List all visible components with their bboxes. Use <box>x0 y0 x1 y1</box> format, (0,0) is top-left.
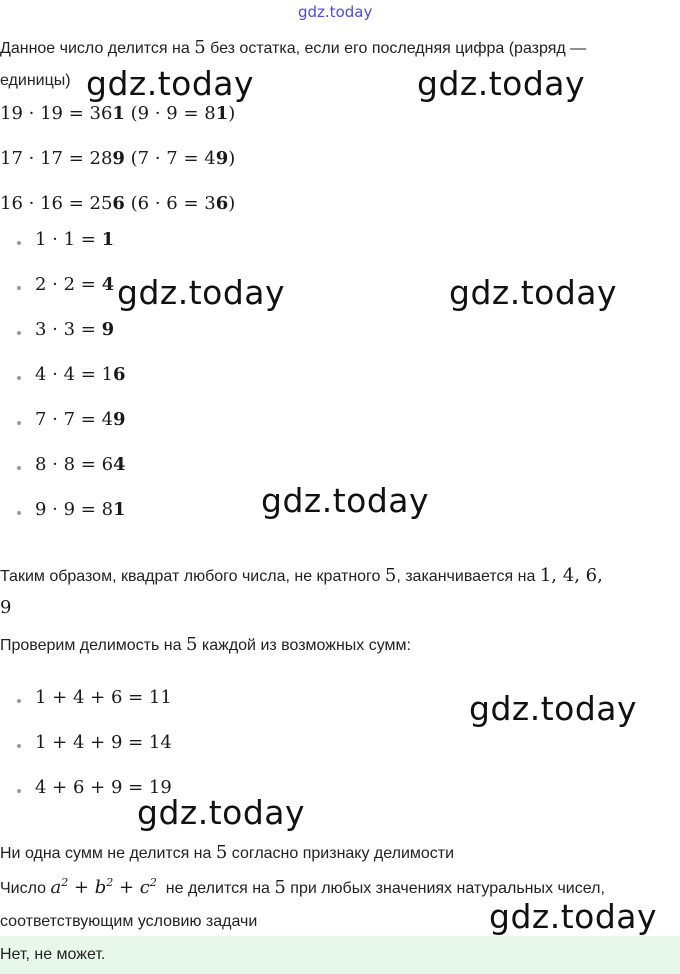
final-number: 5 <box>274 877 286 898</box>
example-3-paren-last: 6 <box>215 193 229 214</box>
final-line-1 <box>0 876 605 898</box>
example-2 <box>0 148 235 169</box>
watermark: gdz.today <box>137 793 306 832</box>
var-a: a <box>50 877 62 898</box>
plus-1: + <box>68 877 95 898</box>
intro-line-1 <box>0 37 586 58</box>
square-item <box>35 229 114 250</box>
sum-item: 4 + 6 + 9 = 19 <box>35 777 172 798</box>
intro-text-2: без остатка, если его последняя цифра (разряд — <box>205 40 587 57</box>
square-item <box>35 319 114 340</box>
watermark-top: gdz.today <box>298 3 373 21</box>
check-text-2: каждой из возможных сумм: <box>197 637 411 654</box>
square-item <box>35 274 114 295</box>
check-text-1: Проверим делимость на <box>0 637 186 654</box>
square-expr: 8 · 8 = 6 <box>35 454 114 475</box>
square-expr: 2 · 2 = <box>35 274 102 295</box>
square-last-digit: 6 <box>113 364 126 385</box>
square-last-digit: 1 <box>101 229 115 250</box>
watermark: gdz.today <box>449 273 618 312</box>
square-last-digit: 4 <box>113 454 126 475</box>
final-line-2: соответствующим условию задачи <box>0 913 258 930</box>
example-3-lhs: 16 · 16 = 25 <box>0 193 113 214</box>
watermark: gdz.today <box>261 481 430 520</box>
exp-b: 2 <box>106 876 114 889</box>
square-expr: 9 · 9 = 8 <box>35 499 114 520</box>
example-2-paren-close: ) <box>228 148 236 169</box>
exp-c: 2 <box>149 876 157 889</box>
watermark: gdz.today <box>489 897 658 936</box>
square-expr: 7 · 7 = 4 <box>35 409 114 430</box>
square-last-digit: 1 <box>113 499 126 520</box>
example-1-paren-last: 1 <box>215 103 229 124</box>
square-last-digit: 4 <box>101 274 115 295</box>
example-1-last-digit: 1 <box>112 103 125 124</box>
conclusion-text-1: Таким образом, квадрат любого числа, не кратного <box>0 568 385 585</box>
bullet-dot <box>17 241 21 245</box>
square-item <box>35 454 126 475</box>
bullet-dot <box>17 331 21 335</box>
conclusion-text-2: , заканчивается на <box>396 568 540 585</box>
bullet-dot <box>17 286 21 290</box>
square-expr: 1 · 1 = <box>35 229 102 250</box>
var-b: b <box>94 877 107 898</box>
example-2-lhs: 17 · 17 = 28 <box>0 148 113 169</box>
intro-line-2: единицы) <box>0 72 71 89</box>
answer-text: Нет, не может. <box>0 946 106 963</box>
conclusion-line-1 <box>0 565 603 586</box>
square-item <box>35 364 126 385</box>
intro-text-1: Данное число делится на <box>0 40 195 57</box>
formula <box>50 877 156 898</box>
conclusion-line-2: 9 <box>0 597 12 618</box>
square-item <box>35 499 126 520</box>
none-number: 5 <box>215 842 228 863</box>
watermark: gdz.today <box>86 64 255 103</box>
bullet-dot <box>17 376 21 380</box>
final-text-3: при любых значениях натуральных чисел, <box>285 880 605 897</box>
watermark: gdz.today <box>117 273 286 312</box>
watermark: gdz.today <box>417 64 586 103</box>
final-text-1: Число <box>0 880 51 897</box>
example-1-paren: (9 · 9 = 8 <box>124 103 216 124</box>
none-text-1: Ни одна сумм не делится на <box>0 845 216 862</box>
bullet-dot <box>17 421 21 425</box>
sum-item: 1 + 4 + 9 = 14 <box>35 732 172 753</box>
square-last-digit: 9 <box>113 409 126 430</box>
none-line <box>0 842 454 863</box>
example-2-paren-last: 9 <box>215 148 229 169</box>
example-1-paren-close: ) <box>228 103 236 124</box>
check-line <box>0 634 411 655</box>
example-3-paren-close: ) <box>228 193 236 214</box>
check-number: 5 <box>185 634 198 655</box>
example-3 <box>0 193 235 214</box>
answer-box <box>0 936 680 974</box>
bullet-dot <box>17 789 21 793</box>
bullet-dot <box>17 466 21 470</box>
example-1 <box>0 103 235 124</box>
example-1-lhs: 19 · 19 = 36 <box>0 103 113 124</box>
plus-2: + <box>113 877 140 898</box>
example-3-last-digit: 6 <box>112 193 125 214</box>
none-text-2: согласно признаку делимости <box>227 845 455 862</box>
conclusion-digits: 1, 4, 6, <box>539 565 603 586</box>
bullet-dot <box>17 511 21 515</box>
sum-item: 1 + 4 + 6 = 11 <box>35 687 172 708</box>
bullet-dot <box>17 744 21 748</box>
square-expr: 4 · 4 = 1 <box>35 364 114 385</box>
example-2-paren: (7 · 7 = 4 <box>124 148 216 169</box>
intro-number: 5 <box>194 37 206 58</box>
example-2-last-digit: 9 <box>112 148 125 169</box>
var-c: c <box>139 877 150 898</box>
conclusion-number: 5 <box>384 565 397 586</box>
exp-a: 2 <box>61 876 69 889</box>
final-text-2: не делится на <box>165 880 275 897</box>
square-expr: 3 · 3 = <box>35 319 102 340</box>
watermark: gdz.today <box>469 689 638 728</box>
square-last-digit: 9 <box>101 319 115 340</box>
square-item <box>35 409 126 430</box>
example-3-paren: (6 · 6 = 3 <box>124 193 216 214</box>
bullet-dot <box>17 699 21 703</box>
